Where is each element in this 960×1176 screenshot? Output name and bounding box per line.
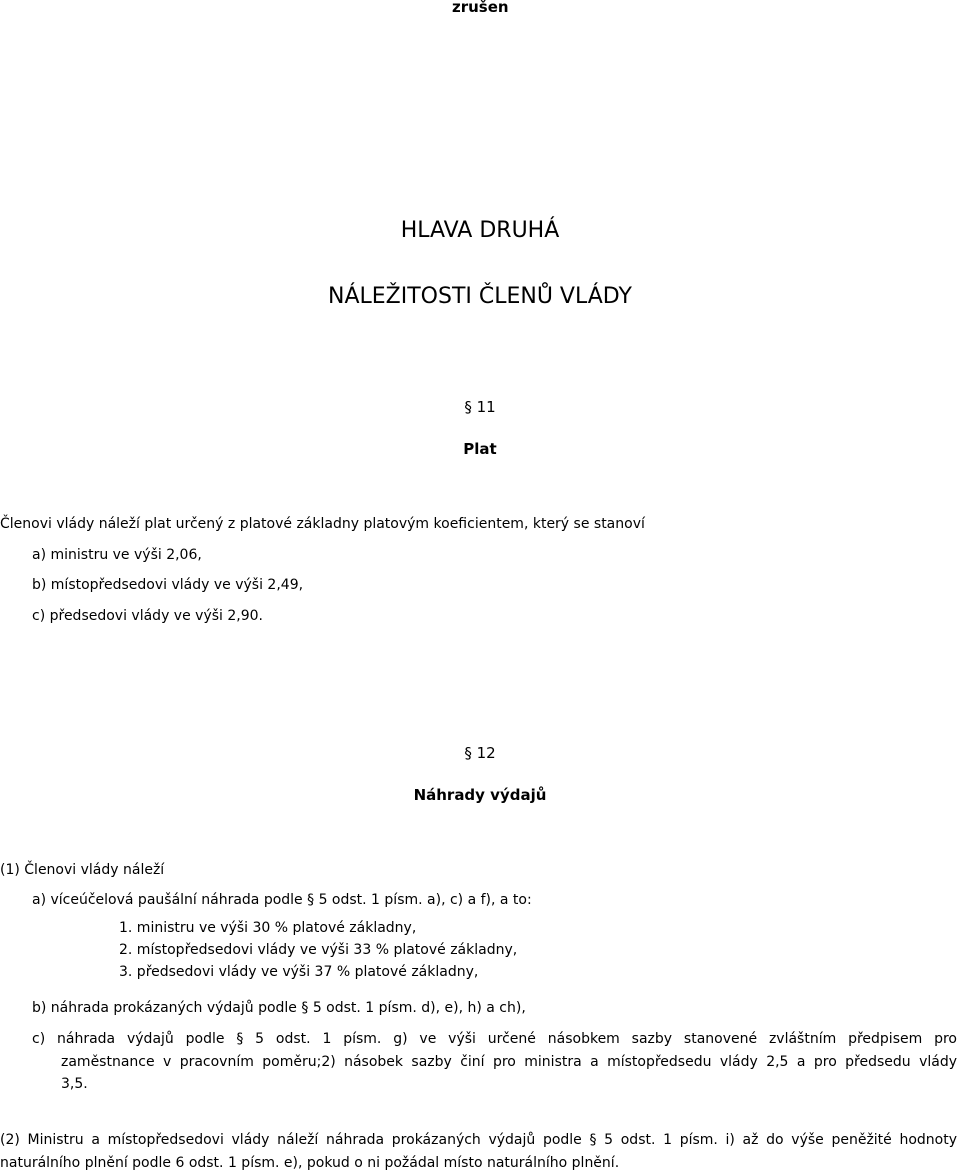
section-12-title: Náhrady výdajů xyxy=(413,786,547,804)
section-12-para-2-line-2: naturálního plnění podle 6 odst. 1 písm. e), pokud o ni požádal místo naturálního plnění. xyxy=(0,1155,620,1171)
part-title: NÁLEŽITOSTI ČLENŮ VLÁDY xyxy=(328,284,632,309)
section-12-subitem-3: 3. předsedovi vlády ve výši 37 % platové základny, xyxy=(119,964,479,980)
section-12-item-c-line-2: zaměstnance v pracovním poměru;2) násobek sazby činí pro ministra a místopředsedu vlády 2,5 a pro předsedu vlády xyxy=(61,1054,957,1070)
part-heading: HLAVA DRUHÁ xyxy=(400,218,560,243)
section-11-item-b: b) místopředsedovi vlády ve výši 2,49, xyxy=(32,577,304,593)
section-12-item-a: a) víceúčelová paušální náhrada podle § 5 odst. 1 písm. a), c) a f), a to: xyxy=(32,892,532,908)
section-11-intro: Členovi vlády náleží plat určený z platové základny platovým koeficientem, který se stanoví xyxy=(0,516,645,532)
section-11-item-a: a) ministru ve výši 2,06, xyxy=(32,547,202,563)
section-12-item-b: b) náhrada prokázaných výdajů podle § 5 odst. 1 písm. d), e), h) a ch), xyxy=(32,1000,526,1016)
section-12-para-2-line-1: (2) Ministru a místopředsedovi vlády náleží náhrada prokázaných výdajů podle § 5 odst. 1 písm. i) až do výše peněžité hodnoty xyxy=(0,1132,957,1148)
section-12-number: § 12 xyxy=(464,744,496,762)
section-12-subitem-1: 1. ministru ve výši 30 % platové základny, xyxy=(119,920,417,936)
section-12-item-c-line-1: c) náhrada výdajů podle § 5 odst. 1 písm. g) ve výši určené násobkem sazby stanovené zvláštním předpisem pro xyxy=(32,1031,957,1047)
section-12-item-c-line-3: 3,5. xyxy=(61,1076,88,1092)
section-12-subitem-2: 2. místopředsedovi vlády ve výši 33 % platové základny, xyxy=(119,942,518,958)
top-note: zrušen xyxy=(452,0,509,16)
section-11-number: § 11 xyxy=(464,398,496,416)
section-12-para-1-intro: (1) Členovi vlády náleží xyxy=(0,862,165,878)
section-11-item-c: c) předsedovi vlády ve výši 2,90. xyxy=(32,608,263,624)
section-11-title: Plat xyxy=(463,440,497,458)
